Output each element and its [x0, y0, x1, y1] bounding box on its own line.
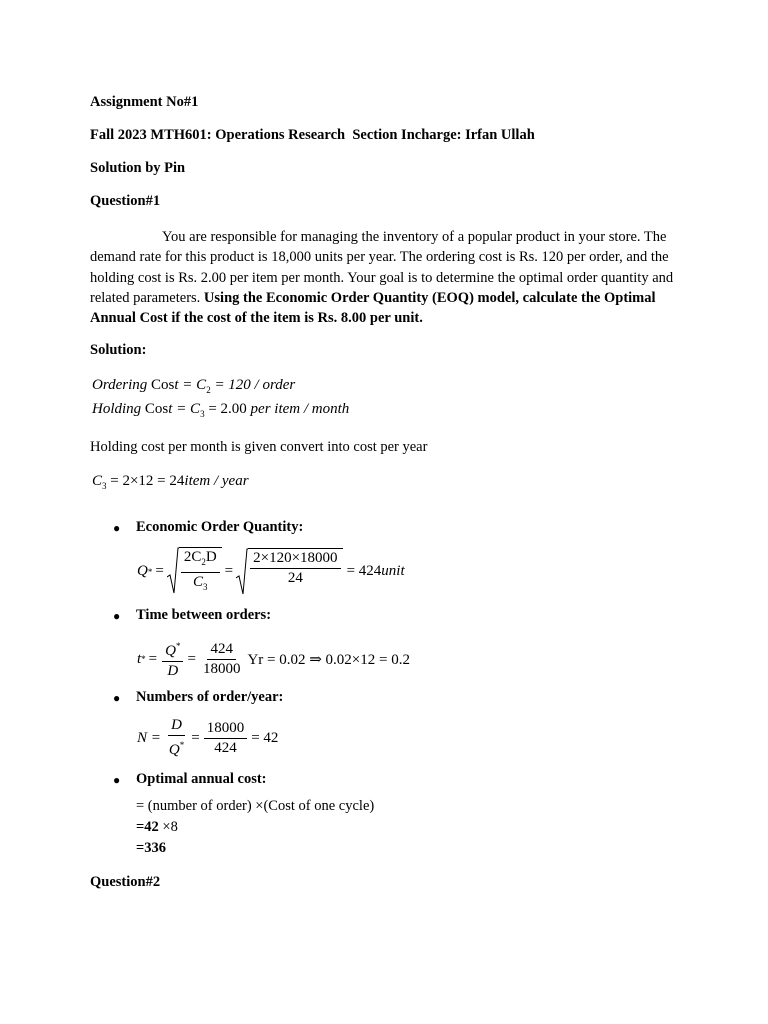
question2-heading: Question#2	[90, 874, 161, 890]
bullet-dot: ●	[113, 691, 121, 705]
bullet-dot: ●	[113, 609, 121, 623]
solution-heading: Solution:	[90, 342, 147, 358]
solution-by: Solution by Pin	[90, 160, 186, 176]
eoq-formula: Q * = $\frac{2C_2D}{C_3}$ = $\frac{2\times 120\times 18000}{24}$ = 424 unit	[137, 547, 405, 596]
question-paragraph	[90, 227, 682, 328]
annual-line3: =336	[136, 840, 167, 856]
annual-label: Optimal annual cost:	[136, 771, 267, 787]
orders-formula: N = $\frac{D}{Q^*}$ = $\frac{18000}{424}$ = 42	[137, 717, 279, 758]
ordering-cost-formula: Ordering Cost = $C_2 = 120$ / order	[92, 377, 296, 395]
annual-line2: =42 ×8	[136, 819, 178, 835]
assignment-title: Assignment No#1	[90, 94, 199, 110]
question-bold-text: Using the Economic Order Quantity (EOQ) model, calculate the Optimal Annual Cost if the cost of the item is Rs. 8.00 per unit.	[90, 289, 656, 327]
bullet-dot: ●	[113, 521, 121, 535]
orders-label: Numbers of order/year:	[136, 689, 284, 705]
question-text: You are responsible for managing the inventory of a popular product in your store. The demand rate for this product is 18,000 units per year. The ordering cost is Rs. 120 per order, and the holding cost is Rs. 2.00 per item per month. Your goal is to determine the optimal order quantity and related parameters.	[90, 229, 674, 306]
holding-cost-formula: Holding Cost = $C_3 = 2.00$ per item / month	[92, 401, 350, 419]
convert-text: Holding cost per month is given convert into cost per year	[90, 439, 428, 455]
time-label: Time between orders:	[136, 607, 272, 623]
bullet-dot: ●	[113, 773, 121, 787]
c3-formula: $C_3 = 2\times 12$ = 24item / year	[92, 473, 249, 491]
question1-heading: Question#1	[90, 193, 161, 209]
eoq-label: Economic Order Quantity:	[136, 519, 304, 535]
annual-line1: = (number of order) ×(Cost of one cycle)	[136, 798, 375, 814]
course-line: Fall 2023 MTH601: Operations Research Section Incharge: Irfan Ullah	[90, 127, 535, 143]
time-formula: t * = $\frac{Q^*}{D}$ = $\frac{424}{18000}$ Yr = 0.02 ⇒ 0.02×12 = 0.2	[137, 638, 410, 680]
